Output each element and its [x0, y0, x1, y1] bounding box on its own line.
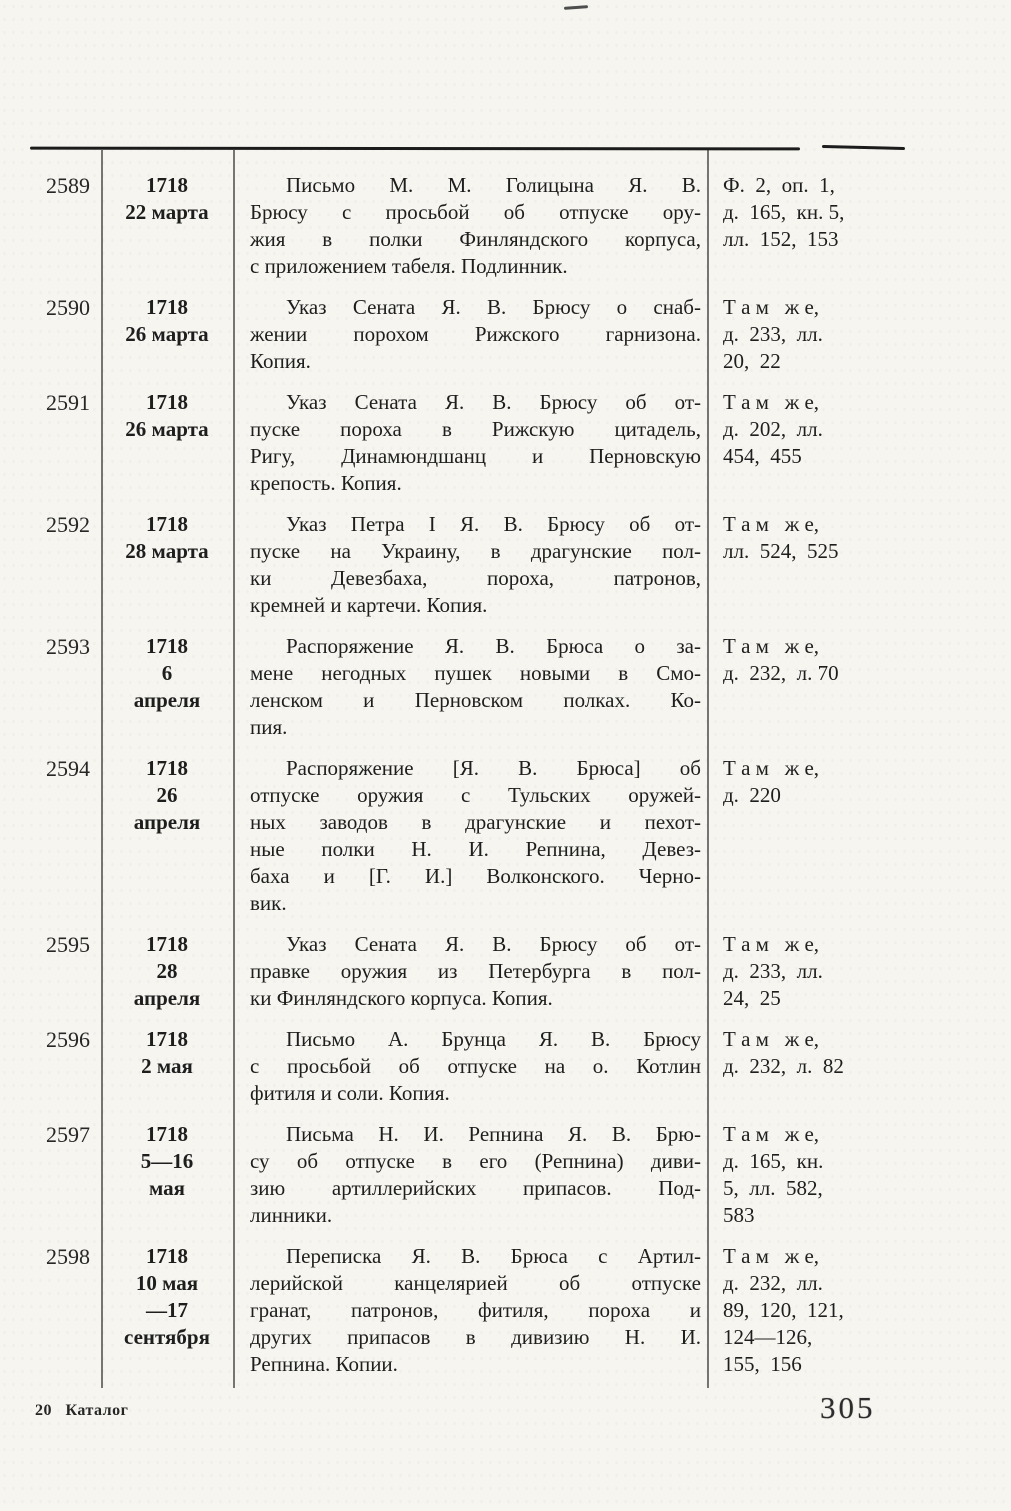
date-line: 1718: [146, 390, 188, 414]
reference-line: д. 165, кн. 5,: [723, 200, 845, 224]
entry-reference: [707, 931, 1011, 1012]
entry-date: [101, 1121, 233, 1229]
entry-reference: [707, 1243, 1011, 1378]
reference-line: Т а м ж е,: [723, 1122, 820, 1146]
table-row: [0, 1121, 1011, 1229]
description-line: Письмо М. М. Голицына Я. В.: [286, 173, 701, 197]
description-line: Письма Н. И. Репнина Я. В. Брю-: [286, 1122, 701, 1146]
entry-date: [101, 633, 233, 741]
reference-line: д. 233, лл.: [723, 959, 823, 983]
table-row: [0, 633, 1011, 741]
entry-reference: [707, 633, 1011, 741]
entry-number: 2590: [46, 295, 90, 320]
entry-number: 2592: [46, 512, 90, 537]
description-line: ки Девезбаха, пороха, патронов,: [250, 566, 701, 590]
date-line: апреля: [133, 810, 201, 834]
description-line: линники.: [250, 1203, 333, 1227]
date-line: 1718: [146, 1244, 188, 1268]
entry-reference: [707, 389, 1011, 497]
description-line: жия в полки Финляндского корпуса,: [250, 227, 701, 251]
description-line: ленском и Перновском полках. Ко-: [250, 688, 701, 712]
reference-line: 24, 25: [723, 986, 781, 1010]
entry-number: 2596: [46, 1027, 90, 1052]
date-line: 26 марта: [125, 322, 209, 346]
reference-line: д. 232, л. 70: [723, 661, 839, 685]
description-line: ки Финляндского корпуса. Копия.: [250, 986, 553, 1010]
date-line: 22 марта: [125, 200, 209, 224]
table-row: [0, 1026, 1011, 1107]
description-line: пуске на Украину, в драгунские пол-: [250, 539, 701, 563]
entry-description: [233, 294, 707, 375]
reference-line: Т а м ж е,: [723, 295, 820, 319]
description-line: баха и [Г. И.] Волконского. Черно-: [250, 864, 701, 888]
table-row: [0, 389, 1011, 497]
entry-number: 2593: [46, 634, 90, 659]
description-line: Ригу, Динамюндшанц и Перновскую: [250, 444, 701, 468]
reference-line: лл. 524, 525: [723, 539, 839, 563]
description-line: Письмо А. Брунца Я. В. Брюсу: [286, 1027, 701, 1051]
reference-line: 20, 22: [723, 349, 781, 373]
reference-line: Т а м ж е,: [723, 756, 820, 780]
date-line: 1718: [146, 512, 188, 536]
entry-number: 2595: [46, 932, 90, 957]
entry-reference: [707, 172, 1011, 280]
entry-number: 2591: [46, 390, 90, 415]
description-line: гранат, патронов, фитиля, пороха и: [250, 1298, 701, 1322]
entry-number: 2589: [46, 173, 90, 198]
reference-line: д. 165, кн.: [723, 1149, 824, 1173]
date-line: 10 мая: [135, 1271, 199, 1295]
description-line: су об отпуске в его (Репнина) диви-: [250, 1149, 701, 1173]
description-line: вик.: [250, 891, 287, 915]
description-line: с приложением табеля. Подлинник.: [250, 254, 568, 278]
table-top-rule: [30, 147, 800, 151]
entry-reference: [707, 511, 1011, 619]
entry-date: [101, 389, 233, 497]
print-signature: 20 Каталог: [35, 1402, 129, 1419]
entry-description: [233, 172, 707, 280]
reference-line: 5, лл. 582,: [723, 1176, 823, 1200]
reference-line: 454, 455: [723, 444, 802, 468]
entry-date: [101, 511, 233, 619]
description-line: кремней и картечи. Копия.: [250, 593, 488, 617]
description-line: жении порохом Рижского гарнизона.: [250, 322, 701, 346]
entry-number: 2598: [46, 1244, 90, 1269]
description-line: фитиля и соли. Копия.: [250, 1081, 450, 1105]
entry-description: [233, 1026, 707, 1107]
reference-line: Т а м ж е,: [723, 512, 820, 536]
reference-line: 155, 156: [723, 1352, 802, 1376]
description-line: Указ Сената Я. В. Брюсу о снаб-: [286, 295, 701, 319]
table-row: [0, 1243, 1011, 1378]
description-line: других припасов в дивизию Н. И.: [250, 1325, 701, 1349]
entry-reference: [707, 755, 1011, 917]
catalog-entries: [0, 172, 1011, 1392]
description-line: ные полки Н. И. Репнина, Девез-: [250, 837, 701, 861]
date-line: 26: [156, 783, 178, 807]
date-line: 1718: [146, 1027, 188, 1051]
date-line: —17: [146, 1298, 188, 1322]
reference-line: 89, 120, 121,: [723, 1298, 844, 1322]
entry-description: [233, 389, 707, 497]
reference-line: Ф. 2, оп. 1,: [723, 173, 835, 197]
reference-line: Т а м ж е,: [723, 1244, 820, 1268]
reference-line: Т а м ж е,: [723, 1027, 820, 1051]
table-row: [0, 172, 1011, 280]
reference-line: Т а м ж е,: [723, 634, 820, 658]
description-line: Брюсу с просьбой об отпуске ору-: [250, 200, 701, 224]
entry-date: [101, 755, 233, 917]
entry-description: [233, 931, 707, 1012]
entry-date: [101, 1026, 233, 1107]
entry-description: [233, 755, 707, 917]
entry-number: 2597: [46, 1122, 90, 1147]
description-line: мене негодных пушек новыми в Смо-: [250, 661, 701, 685]
date-line: мая: [148, 1176, 186, 1200]
date-line: 26 марта: [125, 417, 209, 441]
page-number: 305: [820, 1390, 876, 1425]
entry-date: [101, 1243, 233, 1378]
entry-reference: [707, 1121, 1011, 1229]
entry-description: [233, 1121, 707, 1229]
description-line: крепость. Копия.: [250, 471, 402, 495]
description-line: пуске пороха в Рижскую цитадель,: [250, 417, 701, 441]
reference-line: Т а м ж е,: [723, 932, 820, 956]
date-line: 5—16: [140, 1149, 194, 1173]
date-line: 1718: [146, 295, 188, 319]
reference-line: д. 232, л. 82: [723, 1054, 844, 1078]
date-line: 28 марта: [125, 539, 209, 563]
table-row: [0, 511, 1011, 619]
date-line: 1718: [146, 173, 188, 197]
table-top-rule-segment: [822, 145, 905, 150]
description-line: Распоряжение [Я. В. Брюса] об: [286, 756, 701, 780]
description-line: с просьбой об отпуске на о. Котлин: [250, 1054, 701, 1078]
description-line: Указ Сената Я. В. Брюсу об от-: [286, 390, 701, 414]
entry-description: [233, 633, 707, 741]
table-row: [0, 755, 1011, 917]
entry-reference: [707, 294, 1011, 375]
reference-line: д. 202, лл.: [723, 417, 823, 441]
date-line: 2 мая: [141, 1054, 193, 1078]
date-line: 6: [161, 661, 173, 685]
reference-line: д. 220: [723, 783, 781, 807]
reference-line: Т а м ж е,: [723, 390, 820, 414]
reference-line: 124—126,: [723, 1325, 813, 1349]
reference-line: 583: [723, 1203, 755, 1227]
date-line: сентября: [124, 1325, 210, 1349]
description-line: лерийской канцелярией об отпуске: [250, 1271, 701, 1295]
description-line: Указ Сената Я. В. Брюсу об от-: [286, 932, 701, 956]
reference-line: д. 233, лл.: [723, 322, 823, 346]
reference-line: лл. 152, 153: [723, 227, 839, 251]
date-line: 1718: [146, 932, 188, 956]
date-line: апреля: [133, 688, 201, 712]
table-row: [0, 931, 1011, 1012]
description-line: отпуске оружия с Тульских оружей-: [250, 783, 701, 807]
date-line: апреля: [133, 986, 201, 1010]
scan-mark: [564, 5, 588, 10]
table-row: [0, 294, 1011, 375]
entry-date: [101, 172, 233, 280]
entry-reference: [707, 1026, 1011, 1107]
date-line: 1718: [146, 634, 188, 658]
entry-date: [101, 294, 233, 375]
description-line: Указ Петра I Я. В. Брюсу об от-: [286, 512, 701, 536]
description-line: Переписка Я. В. Брюса с Артил-: [286, 1244, 701, 1268]
date-line: 1718: [146, 1122, 188, 1146]
description-line: Репнина. Копии.: [250, 1352, 398, 1376]
date-line: 28: [156, 959, 178, 983]
description-line: пия.: [250, 715, 288, 739]
reference-line: д. 232, лл.: [723, 1271, 823, 1295]
entry-number: 2594: [46, 756, 90, 781]
description-line: зию артиллерийских припасов. Под-: [250, 1176, 701, 1200]
description-line: Распоряжение Я. В. Брюса о за-: [286, 634, 701, 658]
description-line: Копия.: [250, 349, 311, 373]
date-line: 1718: [146, 756, 188, 780]
entry-description: [233, 511, 707, 619]
description-line: правке оружия из Петербурга в пол-: [250, 959, 701, 983]
entry-description: [233, 1243, 707, 1378]
description-line: ных заводов в драгунские и пехот-: [250, 810, 701, 834]
entry-date: [101, 931, 233, 1012]
